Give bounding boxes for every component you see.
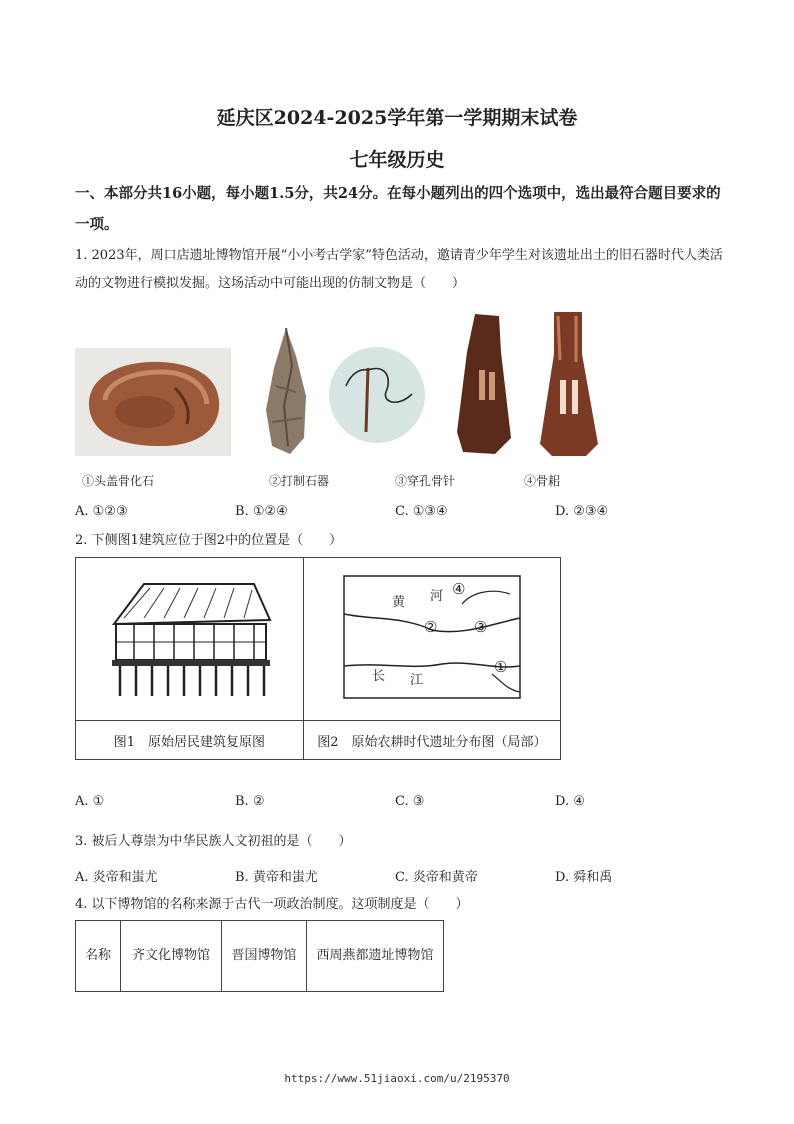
q2-option-b[interactable]: B. ②: [235, 794, 265, 809]
neolithic-sites-map: [342, 574, 522, 700]
map-marker-3: ③: [473, 618, 488, 636]
question-4-text: 4. 以下博物馆的名称来源于古代一项政治制度。这项制度是（ ）: [75, 897, 469, 912]
figure-1-cell: [76, 558, 304, 721]
map-marker-4: ④: [451, 580, 466, 598]
q1-option-c[interactable]: C. ①③④: [395, 504, 448, 519]
question-4-table: [75, 920, 444, 992]
footer-url[interactable]: https://www.51jiaoxi.com/u/2195370: [284, 1072, 510, 1085]
caption-bone-needle: ③穿孔骨针: [395, 474, 456, 488]
q2-option-a[interactable]: A. ①: [75, 794, 105, 809]
skull-fossil-image: [75, 348, 231, 456]
q3-option-a[interactable]: A. 炎帝和蚩尤: [75, 870, 158, 885]
figure-2-cell: [303, 558, 560, 721]
page-title: 延庆区2024-2025学年第一学期期末试卷: [216, 107, 578, 129]
q3-option-b[interactable]: B. 黄帝和蚩尤: [235, 870, 318, 885]
table-header-name: 名称: [76, 921, 121, 992]
q2-option-c[interactable]: C. ③: [395, 794, 425, 809]
section-heading: 一、本部分共16小题，每小题1.5分，共24分。在每小题列出的四个选项中，选出最符合题目要求的一项。: [75, 185, 721, 233]
bone-needle-image: [328, 346, 426, 444]
map-label-yangtze: 长: [371, 669, 385, 684]
map-label-river: 河: [429, 589, 443, 604]
caption-stone-tool: ②打制石器: [269, 474, 330, 488]
q1-option-b[interactable]: B. ①②④: [235, 504, 288, 519]
map-marker-2: ②: [423, 618, 438, 636]
table-cell-jin-museum: 晋国博物馆: [222, 921, 307, 992]
caption-skull-fossil: ①头盖骨化石: [82, 474, 155, 488]
page-subtitle: 七年级历史: [349, 149, 445, 171]
q2-option-d[interactable]: D. ④: [555, 794, 585, 809]
table-cell-yandu-museum: 西周燕都遗址博物馆: [307, 921, 444, 992]
stone-tool-image: [262, 326, 310, 456]
map-marker-1: ①: [493, 658, 508, 676]
map-label-jiang: 江: [409, 673, 423, 688]
q3-option-d[interactable]: D. 舜和禹: [555, 870, 613, 885]
figure-1-caption: 图1 原始居民建筑复原图: [76, 721, 304, 760]
q3-option-c[interactable]: C. 炎帝和黄帝: [395, 870, 478, 885]
figure-2-caption: 图2 原始农耕时代遗址分布图（局部）: [303, 721, 560, 760]
bone-spade-image-1: [455, 312, 515, 456]
map-label-yellow: 黄: [391, 595, 405, 610]
caption-bone-spade: ④骨耜: [524, 474, 561, 488]
q1-option-a[interactable]: A. ①②③: [75, 504, 128, 519]
question-1-text: 1. 2023年，周口店遗址博物馆开展“小小考古学家”特色活动，邀请青少年学生对该遗址出土的旧石器时代人类活动的文物进行模拟发掘。这场活动中可能出现的仿制文物是（ ）: [75, 248, 723, 291]
question-2-figure-table: [75, 557, 561, 760]
q1-option-d[interactable]: D. ②③④: [555, 504, 609, 519]
question-3-text: 3. 被后人尊崇为中华民族人文初祖的是（ ）: [75, 834, 352, 849]
question-2-text: 2. 下侧图1建筑应位于图2中的位置是（ ）: [75, 533, 343, 548]
stilt-house-drawing: [104, 574, 274, 700]
table-cell-qi-museum: 齐文化博物馆: [121, 921, 222, 992]
bone-spade-image-2: [536, 310, 602, 458]
